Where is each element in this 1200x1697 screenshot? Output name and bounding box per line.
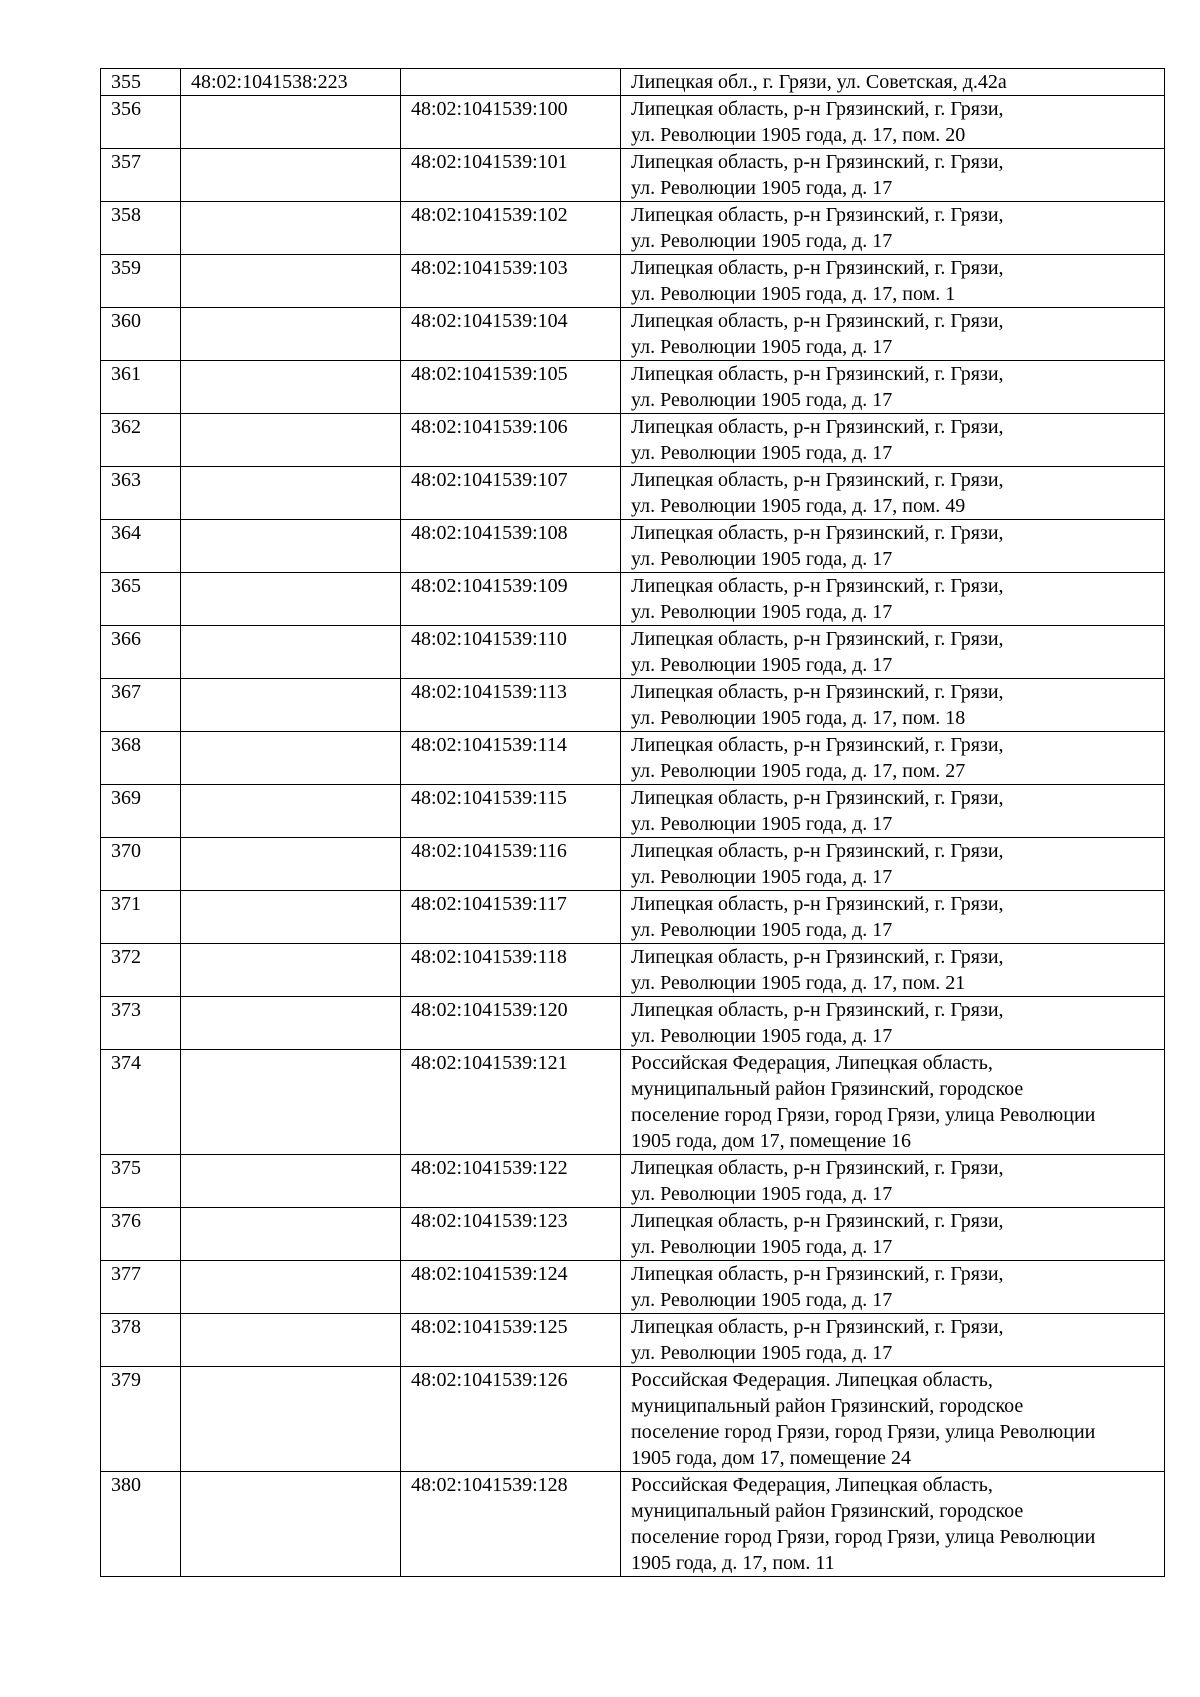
address-line: Липецкая область, р-н Грязинский, г. Грязи, [631,1316,1004,1338]
address-line: ул. Революции 1905 года, д. 17, пом. 18 [631,707,966,729]
table-row [101,573,1165,626]
address-line: Липецкая область, р-н Грязинский, г. Грязи, [631,1157,1004,1179]
object-cadastral-number-cell: 48:02:1041539:110 [401,626,621,679]
object-cadastral-number-cell: 48:02:1041539:118 [401,944,621,997]
address-line: поселение город Грязи, город Грязи, улица Революции [631,1104,1096,1126]
address-line: Липецкая область, р-н Грязинский, г. Грязи, [631,840,1004,862]
cadastral-number-cell [181,732,401,785]
row-number-cell: 367 [101,679,181,732]
address-cell [621,573,1165,626]
address-cell [621,520,1165,573]
address-line: Липецкая область, р-н Грязинский, г. Грязи, [631,204,1004,226]
address-line: ул. Революции 1905 года, д. 17, пом. 1 [631,283,956,305]
address-line: Липецкая область, р-н Грязинский, г. Грязи, [631,893,1004,915]
table-row [101,202,1165,255]
address-line: муниципальный район Грязинский, городское [631,1500,1024,1522]
address-cell [621,891,1165,944]
address-line: ул. Революции 1905 года, д. 17, пом. 49 [631,495,966,517]
row-number-cell: 363 [101,467,181,520]
row-number-cell: 374 [101,1050,181,1155]
address-cell [621,1367,1165,1472]
table-row [101,69,1165,96]
address-cell [621,202,1165,255]
row-number-cell: 360 [101,308,181,361]
address-cell [621,626,1165,679]
address-line: 1905 года, дом 17, помещение 16 [631,1130,912,1152]
object-cadastral-number-cell: 48:02:1041539:107 [401,467,621,520]
cadastral-number-cell [181,573,401,626]
object-cadastral-number-cell: 48:02:1041539:100 [401,96,621,149]
table-row [101,414,1165,467]
table-row [101,997,1165,1050]
address-line: ул. Революции 1905 года, д. 17 [631,1025,893,1047]
table-row [101,96,1165,149]
address-line: Липецкая область, р-н Грязинский, г. Грязи, [631,98,1004,120]
row-number-cell: 377 [101,1261,181,1314]
address-line: муниципальный район Грязинский, городское [631,1395,1024,1417]
table-row [101,308,1165,361]
table-body [101,69,1165,1577]
address-line: Российская Федерация, Липецкая область, [631,1052,993,1074]
address-cell [621,1050,1165,1155]
address-line: Липецкая область, р-н Грязинский, г. Грязи, [631,416,1004,438]
table-row [101,520,1165,573]
object-cadastral-number-cell: 48:02:1041539:103 [401,255,621,308]
table-row [101,838,1165,891]
address-cell [621,255,1165,308]
table-row [101,1261,1165,1314]
object-cadastral-number-cell: 48:02:1041539:102 [401,202,621,255]
address-line: ул. Революции 1905 года, д. 17, пом. 21 [631,972,966,994]
address-cell [621,679,1165,732]
object-cadastral-number-cell: 48:02:1041539:123 [401,1208,621,1261]
object-cadastral-number-cell: 48:02:1041539:101 [401,149,621,202]
cadastral-number-cell [181,1050,401,1155]
address-line: ул. Революции 1905 года, д. 17 [631,336,893,358]
row-number-cell: 362 [101,414,181,467]
object-cadastral-number-cell: 48:02:1041539:113 [401,679,621,732]
object-cadastral-number-cell: 48:02:1041539:114 [401,732,621,785]
address-line: поселение город Грязи, город Грязи, улица Революции [631,1421,1096,1443]
object-cadastral-number-cell: 48:02:1041539:120 [401,997,621,1050]
row-number-cell: 364 [101,520,181,573]
row-number-cell: 361 [101,361,181,414]
cadastral-number-cell [181,1155,401,1208]
cadastral-number-cell [181,520,401,573]
address-line: Липецкая область, р-н Грязинский, г. Грязи, [631,257,1004,279]
table-row [101,785,1165,838]
address-cell [621,149,1165,202]
object-cadastral-number-cell: 48:02:1041539:106 [401,414,621,467]
address-line: 1905 года, д. 17, пом. 11 [631,1552,835,1574]
address-line: ул. Революции 1905 года, д. 17 [631,813,893,835]
table-row [101,1314,1165,1367]
cadastral-number-cell [181,1314,401,1367]
address-cell [621,944,1165,997]
table-row [101,149,1165,202]
object-cadastral-number-cell: 48:02:1041539:128 [401,1472,621,1577]
address-line: Липецкая область, р-н Грязинский, г. Грязи, [631,999,1004,1021]
address-line: ул. Революции 1905 года, д. 17, пом. 27 [631,760,966,782]
address-line: ул. Революции 1905 года, д. 17 [631,866,893,888]
address-cell [621,1314,1165,1367]
address-cell [621,997,1165,1050]
address-line: Липецкая область, р-н Грязинский, г. Грязи, [631,310,1004,332]
address-cell [621,1261,1165,1314]
cadastral-number-cell [181,997,401,1050]
row-number-cell: 372 [101,944,181,997]
cadastral-number-cell [181,414,401,467]
row-number-cell: 356 [101,96,181,149]
cadastral-number-cell [181,1208,401,1261]
object-cadastral-number-cell: 48:02:1041539:104 [401,308,621,361]
address-line: Липецкая обл., г. Грязи, ул. Советская, д.42а [631,71,1007,93]
cadastral-number-cell [181,944,401,997]
object-cadastral-number-cell: 48:02:1041539:121 [401,1050,621,1155]
row-number-cell: 369 [101,785,181,838]
row-number-cell: 376 [101,1208,181,1261]
table-row [101,626,1165,679]
address-cell [621,96,1165,149]
address-line: Липецкая область, р-н Грязинский, г. Грязи, [631,575,1004,597]
address-line: ул. Революции 1905 года, д. 17 [631,389,893,411]
row-number-cell: 370 [101,838,181,891]
address-line: Липецкая область, р-н Грязинский, г. Грязи, [631,1210,1004,1232]
cadastral-number-cell [181,785,401,838]
address-line: ул. Революции 1905 года, д. 17 [631,1342,893,1364]
table-row [101,1472,1165,1577]
address-cell [621,1208,1165,1261]
row-number-cell: 379 [101,1367,181,1472]
table-row [101,732,1165,785]
row-number-cell: 378 [101,1314,181,1367]
cadastral-number-cell [181,467,401,520]
property-table [100,68,1165,1577]
object-cadastral-number-cell: 48:02:1041539:108 [401,520,621,573]
table-row [101,1155,1165,1208]
address-line: ул. Революции 1905 года, д. 17 [631,177,893,199]
table-row [101,1208,1165,1261]
cadastral-number-cell: 48:02:1041538:223 [181,69,401,96]
address-line: Липецкая область, р-н Грязинский, г. Грязи, [631,363,1004,385]
cadastral-number-cell [181,149,401,202]
table-row [101,255,1165,308]
address-line: Российская Федерация. Липецкая область, [631,1369,993,1391]
cadastral-number-cell [181,361,401,414]
address-line: ул. Революции 1905 года, д. 17 [631,654,893,676]
cadastral-number-cell [181,1472,401,1577]
row-number-cell: 358 [101,202,181,255]
object-cadastral-number-cell [401,69,621,96]
object-cadastral-number-cell: 48:02:1041539:125 [401,1314,621,1367]
row-number-cell: 365 [101,573,181,626]
row-number-cell: 359 [101,255,181,308]
address-line: Липецкая область, р-н Грязинский, г. Грязи, [631,522,1004,544]
row-number-cell: 371 [101,891,181,944]
address-line: Липецкая область, р-н Грязинский, г. Грязи, [631,946,1004,968]
cadastral-number-cell [181,679,401,732]
address-cell [621,785,1165,838]
address-line: Липецкая область, р-н Грязинский, г. Грязи, [631,628,1004,650]
address-line: ул. Революции 1905 года, д. 17 [631,230,893,252]
address-cell [621,1472,1165,1577]
cadastral-number-cell [181,1367,401,1472]
table-row [101,1367,1165,1472]
address-cell [621,361,1165,414]
row-number-cell: 366 [101,626,181,679]
object-cadastral-number-cell: 48:02:1041539:105 [401,361,621,414]
table-row [101,467,1165,520]
object-cadastral-number-cell: 48:02:1041539:126 [401,1367,621,1472]
cadastral-number-cell [181,255,401,308]
address-line: ул. Революции 1905 года, д. 17 [631,601,893,623]
object-cadastral-number-cell: 48:02:1041539:122 [401,1155,621,1208]
address-line: Российская Федерация, Липецкая область, [631,1474,993,1496]
address-line: Липецкая область, р-н Грязинский, г. Грязи, [631,734,1004,756]
address-cell [621,308,1165,361]
object-cadastral-number-cell: 48:02:1041539:109 [401,573,621,626]
address-line: ул. Революции 1905 года, д. 17, пом. 20 [631,124,966,146]
address-cell [621,69,1165,96]
address-line: муниципальный район Грязинский, городское [631,1078,1024,1100]
address-cell [621,1155,1165,1208]
cadastral-number-cell [181,626,401,679]
address-line: ул. Революции 1905 года, д. 17 [631,1236,893,1258]
cadastral-number-cell [181,308,401,361]
row-number-cell: 357 [101,149,181,202]
object-cadastral-number-cell: 48:02:1041539:116 [401,838,621,891]
table-row [101,944,1165,997]
address-line: ул. Революции 1905 года, д. 17 [631,1183,893,1205]
address-cell [621,467,1165,520]
address-line: поселение город Грязи, город Грязи, улица Революции [631,1526,1096,1548]
cadastral-number-cell [181,96,401,149]
address-line: 1905 года, дом 17, помещение 24 [631,1447,912,1469]
table-row [101,361,1165,414]
object-cadastral-number-cell: 48:02:1041539:115 [401,785,621,838]
cadastral-number-cell [181,891,401,944]
object-cadastral-number-cell: 48:02:1041539:124 [401,1261,621,1314]
cadastral-number-cell [181,838,401,891]
address-line: ул. Революции 1905 года, д. 17 [631,1289,893,1311]
address-line: Липецкая область, р-н Грязинский, г. Грязи, [631,469,1004,491]
address-line: ул. Революции 1905 года, д. 17 [631,442,893,464]
address-cell [621,732,1165,785]
address-cell [621,414,1165,467]
table-row [101,679,1165,732]
address-line: Липецкая область, р-н Грязинский, г. Грязи, [631,1263,1004,1285]
row-number-cell: 380 [101,1472,181,1577]
address-line: ул. Революции 1905 года, д. 17 [631,919,893,941]
address-line: Липецкая область, р-н Грязинский, г. Грязи, [631,151,1004,173]
address-line: ул. Революции 1905 года, д. 17 [631,548,893,570]
address-line: Липецкая область, р-н Грязинский, г. Грязи, [631,787,1004,809]
row-number-cell: 368 [101,732,181,785]
address-line: Липецкая область, р-н Грязинский, г. Грязи, [631,681,1004,703]
cadastral-number-cell [181,1261,401,1314]
cadastral-number-cell [181,202,401,255]
table-row [101,891,1165,944]
row-number-cell: 373 [101,997,181,1050]
object-cadastral-number-cell: 48:02:1041539:117 [401,891,621,944]
table-row [101,1050,1165,1155]
address-cell [621,838,1165,891]
row-number-cell: 355 [101,69,181,96]
row-number-cell: 375 [101,1155,181,1208]
